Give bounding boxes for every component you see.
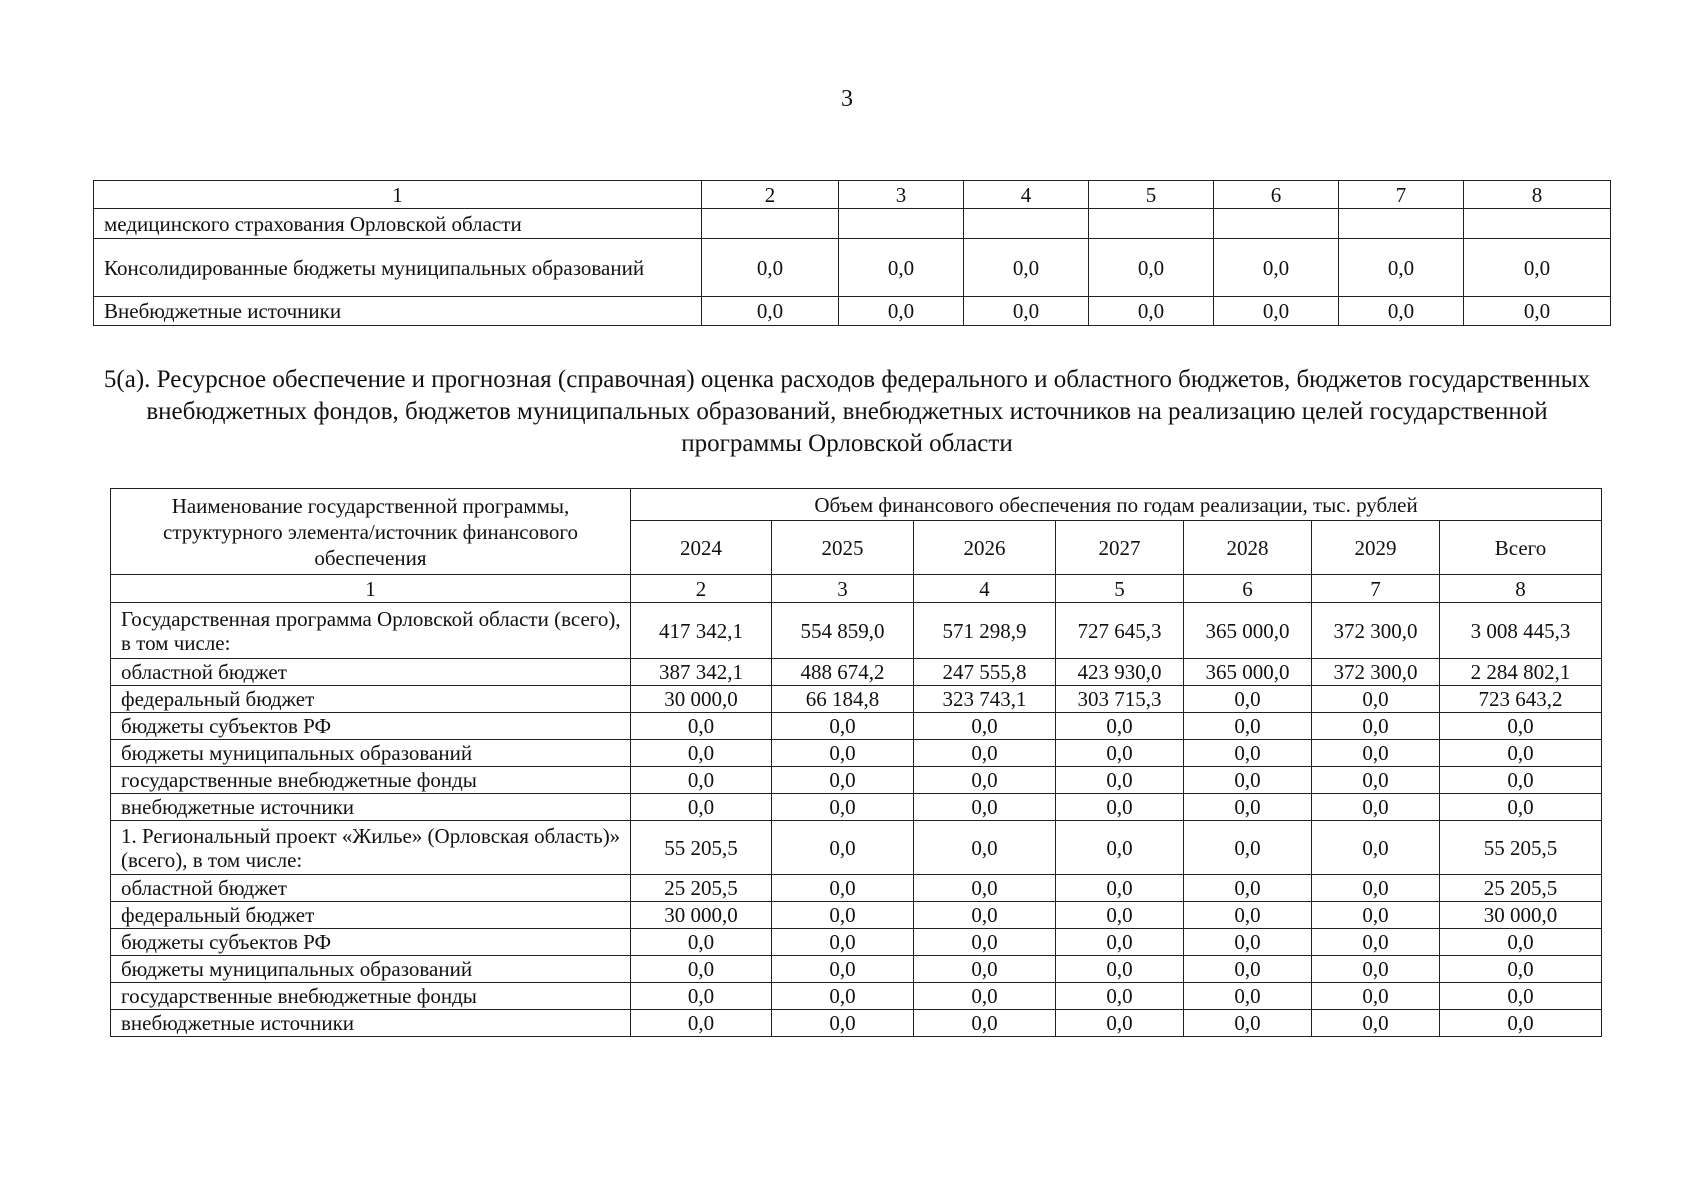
row-value: 3 008 445,3: [1440, 603, 1602, 659]
row-value: 417 342,1: [631, 603, 772, 659]
row-value: 0,0: [1184, 794, 1312, 821]
year-header: 2026: [914, 521, 1056, 575]
row-value: 0,0: [914, 956, 1056, 983]
row-value: 0,0: [1184, 821, 1312, 875]
row-label: федеральный бюджет: [111, 686, 631, 713]
row-value: 0,0: [631, 929, 772, 956]
column-number: 6: [1214, 181, 1339, 209]
row-value: 0,0: [914, 794, 1056, 821]
row-value: 0,0: [772, 1010, 914, 1037]
financing-table: [110, 488, 1602, 1037]
row-value: 0,0: [631, 713, 772, 740]
row-label: федеральный бюджет: [111, 902, 631, 929]
row-value: 0,0: [914, 875, 1056, 902]
table-row: [111, 713, 1602, 740]
page-number: 3: [841, 86, 853, 112]
row-value: [702, 209, 839, 239]
column-number: 2: [631, 575, 772, 603]
row-value: 0,0: [1056, 956, 1184, 983]
column-number: 5: [1056, 575, 1184, 603]
year-header: 2024: [631, 521, 772, 575]
row-value: 0,0: [1312, 1010, 1440, 1037]
row-value: 66 184,8: [772, 686, 914, 713]
row-value: 727 645,3: [1056, 603, 1184, 659]
row-value: 723 643,2: [1440, 686, 1602, 713]
row-value: 0,0: [1184, 929, 1312, 956]
row-value: 0,0: [1464, 297, 1611, 326]
row-value: 0,0: [1056, 902, 1184, 929]
table-row: [111, 875, 1602, 902]
row-value: 55 205,5: [1440, 821, 1602, 875]
column-number: 1: [94, 181, 702, 209]
row-value: 0,0: [1440, 929, 1602, 956]
row-label: бюджеты муниципальных образований: [111, 740, 631, 767]
total-header: Всего: [1440, 521, 1602, 575]
row-value: 0,0: [914, 1010, 1056, 1037]
table-row: [111, 1010, 1602, 1037]
row-value: 372 300,0: [1312, 659, 1440, 686]
row-value: [1464, 209, 1611, 239]
row-label: внебюджетные источники: [111, 1010, 631, 1037]
row-value: 0,0: [772, 713, 914, 740]
table-row: [111, 659, 1602, 686]
row-value: 0,0: [914, 983, 1056, 1010]
year-header: 2027: [1056, 521, 1184, 575]
row-value: 0,0: [631, 1010, 772, 1037]
row-value: 0,0: [772, 875, 914, 902]
row-value: 0,0: [1440, 740, 1602, 767]
column-number: 4: [964, 181, 1089, 209]
column-number: 7: [1312, 575, 1440, 603]
row-label: областной бюджет: [111, 875, 631, 902]
row-value: 0,0: [1312, 713, 1440, 740]
column-number: 7: [1339, 181, 1464, 209]
row-value: 0,0: [1184, 983, 1312, 1010]
row-value: 0,0: [1184, 1010, 1312, 1037]
row-value: 0,0: [1214, 239, 1339, 297]
row-label: бюджеты субъектов РФ: [111, 713, 631, 740]
row-label: государственные внебюджетные фонды: [111, 767, 631, 794]
row-label: внебюджетные источники: [111, 794, 631, 821]
row-value: 0,0: [631, 794, 772, 821]
row-value: 0,0: [1056, 821, 1184, 875]
row-value: 0,0: [1312, 902, 1440, 929]
column-number: 8: [1440, 575, 1602, 603]
row-value: 55 205,5: [631, 821, 772, 875]
row-value: 25 205,5: [1440, 875, 1602, 902]
row-value: 423 930,0: [1056, 659, 1184, 686]
year-header: 2028: [1184, 521, 1312, 575]
row-value: 0,0: [914, 929, 1056, 956]
row-value: 0,0: [1312, 794, 1440, 821]
row-value: 0,0: [1214, 297, 1339, 326]
row-value: 387 342,1: [631, 659, 772, 686]
row-value: 0,0: [772, 821, 914, 875]
table-row: [111, 983, 1602, 1010]
row-value: 25 205,5: [631, 875, 772, 902]
row-value: 0,0: [914, 821, 1056, 875]
table-row: [94, 209, 1611, 239]
row-value: 365 000,0: [1184, 659, 1312, 686]
row-value: 0,0: [631, 740, 772, 767]
column-number: 2: [702, 181, 839, 209]
row-value: 30 000,0: [1440, 902, 1602, 929]
row-label: бюджеты муниципальных образований: [111, 956, 631, 983]
row-value: 0,0: [839, 297, 964, 326]
row-value: 0,0: [631, 767, 772, 794]
row-value: 0,0: [702, 297, 839, 326]
row-value: 0,0: [1312, 956, 1440, 983]
row-value: 0,0: [1184, 686, 1312, 713]
column-number: 5: [1089, 181, 1214, 209]
row-value: 0,0: [1056, 794, 1184, 821]
row-value: [964, 209, 1089, 239]
table-header-row: [111, 489, 1602, 521]
column-number-row: [111, 575, 1602, 603]
name-column-header: Наименование государственной программы, структурного элемента/источник финансового обеспечения: [111, 489, 631, 575]
row-value: 0,0: [1056, 1010, 1184, 1037]
row-value: 0,0: [914, 902, 1056, 929]
row-value: 0,0: [1089, 297, 1214, 326]
financing-table-body: [111, 603, 1602, 1037]
financing-group-header: Объем финансового обеспечения по годам реализации, тыс. рублей: [631, 489, 1602, 521]
section-heading: 5(а). Ресурсное обеспечение и прогнозная (справочная) оценка расходов федерального и областного бюджетов, бюджетов государственных внебюджетных фондов, бюджетов муниципальных образований, внебюджетных источников на реализацию целей государственной программы Орловской области: [103, 366, 1591, 457]
table-row: [111, 902, 1602, 929]
row-value: 323 743,1: [914, 686, 1056, 713]
row-label: 1. Региональный проект «Жилье» (Орловская область)» (всего), в том числе:: [111, 821, 631, 875]
row-value: 372 300,0: [1312, 603, 1440, 659]
row-value: 0,0: [631, 983, 772, 1010]
table-row: [111, 603, 1602, 659]
row-value: 0,0: [1339, 239, 1464, 297]
column-number: 3: [772, 575, 914, 603]
column-number: 3: [839, 181, 964, 209]
row-value: [839, 209, 964, 239]
row-value: 0,0: [1184, 713, 1312, 740]
table-row: [111, 929, 1602, 956]
row-value: 488 674,2: [772, 659, 914, 686]
row-value: 0,0: [1312, 686, 1440, 713]
table-row: [94, 297, 1611, 326]
year-header: 2025: [772, 521, 914, 575]
row-value: 571 298,9: [914, 603, 1056, 659]
row-value: 0,0: [1440, 794, 1602, 821]
row-value: 30 000,0: [631, 902, 772, 929]
row-value: [1339, 209, 1464, 239]
row-value: 0,0: [839, 239, 964, 297]
row-value: 247 555,8: [914, 659, 1056, 686]
row-value: [1089, 209, 1214, 239]
row-value: 0,0: [1440, 956, 1602, 983]
row-value: 0,0: [1312, 767, 1440, 794]
row-label: бюджеты субъектов РФ: [111, 929, 631, 956]
row-value: 0,0: [1440, 983, 1602, 1010]
row-value: 2 284 802,1: [1440, 659, 1602, 686]
row-value: 0,0: [1056, 929, 1184, 956]
row-value: 0,0: [1312, 875, 1440, 902]
year-header: 2029: [1312, 521, 1440, 575]
row-value: 0,0: [964, 239, 1089, 297]
row-label: медицинского страхования Орловской области: [94, 209, 702, 239]
row-value: 0,0: [1089, 239, 1214, 297]
row-value: 0,0: [1440, 1010, 1602, 1037]
table-row: [111, 821, 1602, 875]
row-value: 0,0: [1440, 767, 1602, 794]
row-value: 30 000,0: [631, 686, 772, 713]
column-number: 1: [111, 575, 631, 603]
row-value: 0,0: [772, 794, 914, 821]
row-value: 365 000,0: [1184, 603, 1312, 659]
table-row: [111, 956, 1602, 983]
row-value: 0,0: [1339, 297, 1464, 326]
row-value: 0,0: [1312, 983, 1440, 1010]
row-value: 0,0: [1184, 956, 1312, 983]
row-value: 0,0: [631, 956, 772, 983]
row-label: областной бюджет: [111, 659, 631, 686]
row-value: 0,0: [1056, 875, 1184, 902]
row-value: 0,0: [964, 297, 1089, 326]
row-value: 0,0: [1056, 740, 1184, 767]
table-row: [94, 239, 1611, 297]
row-value: 0,0: [1056, 983, 1184, 1010]
row-value: 0,0: [1184, 875, 1312, 902]
table-row: [111, 686, 1602, 713]
row-value: 554 859,0: [772, 603, 914, 659]
row-value: 0,0: [1184, 767, 1312, 794]
row-value: 0,0: [772, 983, 914, 1010]
row-label: Государственная программа Орловской области (всего), в том числе:: [111, 603, 631, 659]
row-value: 303 715,3: [1056, 686, 1184, 713]
table-row: [111, 794, 1602, 821]
row-value: 0,0: [1464, 239, 1611, 297]
row-label: Консолидированные бюджеты муниципальных образований: [94, 239, 702, 297]
row-value: 0,0: [702, 239, 839, 297]
row-label: государственные внебюджетные фонды: [111, 983, 631, 1010]
row-value: 0,0: [772, 902, 914, 929]
table-row: [111, 740, 1602, 767]
row-value: 0,0: [1184, 902, 1312, 929]
row-value: 0,0: [1312, 740, 1440, 767]
row-value: 0,0: [772, 767, 914, 794]
row-value: 0,0: [1440, 713, 1602, 740]
column-number: 6: [1184, 575, 1312, 603]
row-value: 0,0: [1056, 767, 1184, 794]
column-number: 4: [914, 575, 1056, 603]
row-value: 0,0: [1312, 821, 1440, 875]
column-number: 8: [1464, 181, 1611, 209]
row-value: 0,0: [1184, 740, 1312, 767]
row-value: 0,0: [914, 740, 1056, 767]
row-label: Внебюджетные источники: [94, 297, 702, 326]
row-value: 0,0: [772, 929, 914, 956]
row-value: 0,0: [1056, 713, 1184, 740]
row-value: 0,0: [914, 713, 1056, 740]
table-header-row: [94, 181, 1611, 209]
row-value: 0,0: [914, 767, 1056, 794]
row-value: 0,0: [772, 956, 914, 983]
row-value: [1214, 209, 1339, 239]
continuation-table: [93, 180, 1611, 326]
row-value: 0,0: [772, 740, 914, 767]
table-row: [111, 767, 1602, 794]
row-value: 0,0: [1312, 929, 1440, 956]
